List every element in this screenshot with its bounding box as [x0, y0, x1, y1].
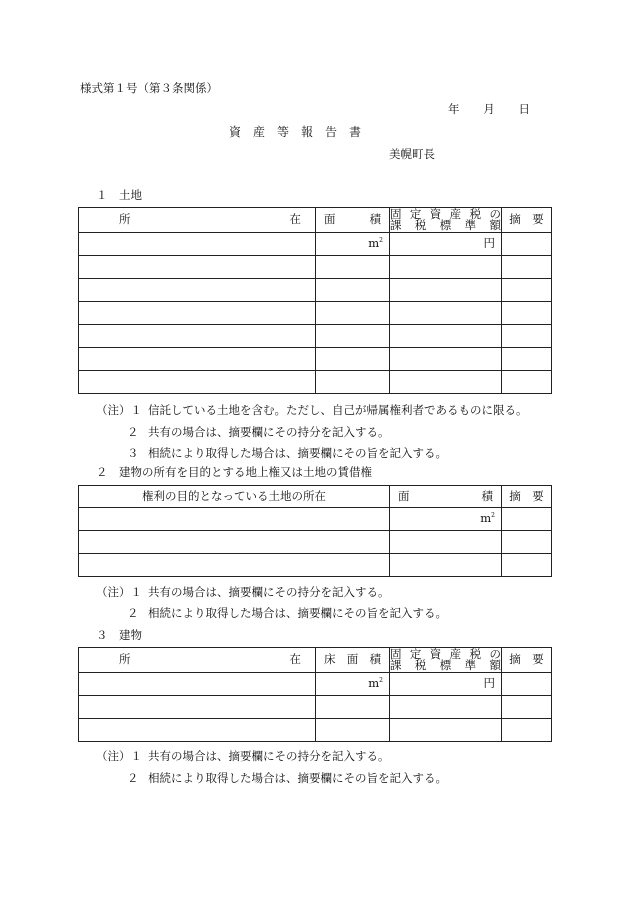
- date-month-label: 月: [483, 102, 495, 116]
- note-text: 共有の場合は、摘要欄にその持分を記入する。: [148, 585, 390, 599]
- table-row: [79, 696, 552, 719]
- section3-heading: ３ 建物: [96, 628, 142, 642]
- unit-yen: 円: [483, 236, 495, 251]
- cell-area[interactable]: [316, 233, 390, 256]
- cell-remarks[interactable]: [502, 302, 552, 325]
- cell-location[interactable]: [79, 696, 316, 719]
- header-tax-base: [390, 208, 502, 233]
- tax-header-char: 定: [409, 206, 422, 221]
- tax-header-char: 税: [469, 646, 482, 661]
- unit-square-meter: $m^2$: [368, 236, 383, 251]
- building-table: [78, 647, 552, 742]
- table-row: [79, 279, 552, 302]
- tax-header-char: 標: [439, 658, 452, 672]
- note-text: 相続により取得した場合は、摘要欄にその旨を記入する。: [148, 446, 447, 460]
- cell-tax-base[interactable]: [390, 279, 502, 302]
- cell-remarks[interactable]: [502, 719, 552, 742]
- cell-remarks[interactable]: [502, 696, 552, 719]
- header-remarks: 摘 要: [502, 208, 552, 233]
- cell-location[interactable]: [79, 302, 316, 325]
- cell-remarks[interactable]: [502, 371, 552, 394]
- date-day-label: 日: [518, 102, 530, 116]
- date-line: [448, 104, 530, 116]
- note-text: 共有の場合は、摘要欄にその持分を記入する。: [148, 425, 390, 439]
- header-remarks: 摘 要: [502, 648, 552, 673]
- cell-land-location[interactable]: [79, 531, 390, 554]
- table-row: [79, 256, 552, 279]
- tax-header-char: 資: [429, 646, 442, 661]
- date-year-label: 年: [448, 102, 460, 116]
- table-row: [79, 233, 552, 256]
- cell-floor-area[interactable]: [316, 719, 390, 742]
- cell-remarks[interactable]: [502, 531, 552, 554]
- header-remarks: 摘 要: [502, 486, 552, 508]
- note-text: 信託している土地を含む。ただし、自己が帰属権利者であるものに限る。: [148, 403, 528, 417]
- tax-header-char: 固: [390, 206, 402, 221]
- tax-header-char: 税: [414, 218, 427, 232]
- cell-location[interactable]: [79, 348, 316, 371]
- document-title: 資 産 等 報 告 書: [229, 125, 362, 139]
- tax-header-char: 資: [429, 206, 442, 221]
- tax-header-char: 準: [464, 218, 477, 232]
- header-land-location: 権利の目的となっている土地の所在: [79, 486, 390, 508]
- building-table-header-row: [79, 648, 552, 673]
- addressee: 美幌町長: [389, 147, 435, 161]
- note-label: （注）１: [96, 585, 142, 599]
- cell-land-location[interactable]: [79, 508, 390, 531]
- cell-location[interactable]: [79, 371, 316, 394]
- leasehold-table: [78, 485, 552, 577]
- tax-header-char: 課: [390, 658, 402, 672]
- cell-tax-base[interactable]: [390, 371, 502, 394]
- cell-area[interactable]: [316, 256, 390, 279]
- cell-area[interactable]: [316, 325, 390, 348]
- tax-header-char: 税: [469, 206, 482, 221]
- cell-remarks[interactable]: [502, 325, 552, 348]
- cell-tax-base[interactable]: [390, 233, 502, 256]
- tax-header-char: 固: [390, 646, 402, 661]
- table-row: [79, 673, 552, 696]
- unit-square-meter: $m^2$: [480, 511, 495, 526]
- table-row: [79, 302, 552, 325]
- tax-header-char: 準: [464, 658, 477, 672]
- cell-location[interactable]: [79, 673, 316, 696]
- header-area: 面 積: [390, 486, 502, 508]
- header-tax-base: [390, 648, 502, 673]
- cell-area[interactable]: [316, 371, 390, 394]
- cell-area[interactable]: [316, 279, 390, 302]
- note-text: 相続により取得した場合は、摘要欄にその旨を記入する。: [148, 771, 447, 785]
- table-row: [79, 719, 552, 742]
- note-text: 相続により取得した場合は、摘要欄にその旨を記入する。: [148, 606, 447, 620]
- cell-remarks[interactable]: [502, 554, 552, 577]
- cell-location[interactable]: [79, 233, 316, 256]
- tax-header-char: の: [489, 646, 501, 661]
- table-row: [79, 554, 552, 577]
- tax-header-char: 額: [489, 658, 501, 672]
- note-label: ２: [127, 425, 139, 439]
- tax-header-line2: [390, 220, 501, 232]
- cell-area[interactable]: [390, 508, 502, 531]
- form-number: 様式第１号（第３条関係）: [80, 81, 218, 95]
- table-row: [79, 531, 552, 554]
- note-label: ２: [127, 771, 139, 785]
- section1-heading: １ 土地: [96, 188, 142, 202]
- tax-header-line2: [390, 660, 501, 672]
- note-text: 共有の場合は、摘要欄にその持分を記入する。: [148, 749, 390, 763]
- table-row: [79, 325, 552, 348]
- cell-floor-area[interactable]: [316, 696, 390, 719]
- table-row: [79, 348, 552, 371]
- cell-area[interactable]: [316, 302, 390, 325]
- tax-header-char: 課: [390, 218, 402, 232]
- cell-tax-base[interactable]: [390, 696, 502, 719]
- cell-tax-base[interactable]: [390, 673, 502, 696]
- cell-remarks[interactable]: [502, 508, 552, 531]
- cell-location[interactable]: [79, 256, 316, 279]
- cell-remarks[interactable]: [502, 279, 552, 302]
- note-label: （注）１: [96, 403, 142, 417]
- header-area: 面 積: [316, 208, 390, 233]
- tax-header-char: 標: [439, 218, 452, 232]
- cell-area[interactable]: [316, 348, 390, 371]
- table-row: [79, 371, 552, 394]
- cell-tax-base[interactable]: [390, 302, 502, 325]
- section2-heading: ２ 建物の所有を目的とする地上権又は土地の賃借権: [96, 465, 372, 479]
- tax-header-char: 額: [489, 218, 501, 232]
- tax-header-char: 定: [409, 646, 422, 661]
- cell-land-location[interactable]: [79, 554, 390, 577]
- table-row: [79, 508, 552, 531]
- land-table: [78, 207, 552, 394]
- unit-square-meter: $m^2$: [368, 676, 383, 691]
- cell-remarks[interactable]: [502, 233, 552, 256]
- cell-area[interactable]: [390, 531, 502, 554]
- cell-remarks[interactable]: [502, 673, 552, 696]
- cell-tax-base[interactable]: [390, 256, 502, 279]
- note-label: ２: [127, 606, 139, 620]
- leasehold-table-header-row: [79, 486, 552, 508]
- header-floor-area: 床 面 積: [316, 648, 390, 673]
- header-location: 所 在: [79, 208, 316, 233]
- cell-floor-area[interactable]: [316, 673, 390, 696]
- note-label: ３: [127, 446, 139, 460]
- cell-location[interactable]: [79, 325, 316, 348]
- note-label: （注）１: [96, 749, 142, 763]
- land-table-header-row: [79, 208, 552, 233]
- tax-header-char: 産: [449, 206, 462, 221]
- tax-header-char: 産: [449, 646, 462, 661]
- cell-tax-base[interactable]: [390, 325, 502, 348]
- cell-area[interactable]: [390, 554, 502, 577]
- cell-remarks[interactable]: [502, 348, 552, 371]
- tax-header-char: の: [489, 206, 501, 221]
- cell-location[interactable]: [79, 279, 316, 302]
- cell-tax-base[interactable]: [390, 719, 502, 742]
- cell-location[interactable]: [79, 719, 316, 742]
- cell-remarks[interactable]: [502, 256, 552, 279]
- cell-tax-base[interactable]: [390, 348, 502, 371]
- header-location: 所 在: [79, 648, 316, 673]
- unit-yen: 円: [483, 676, 495, 691]
- tax-header-char: 税: [414, 658, 427, 672]
